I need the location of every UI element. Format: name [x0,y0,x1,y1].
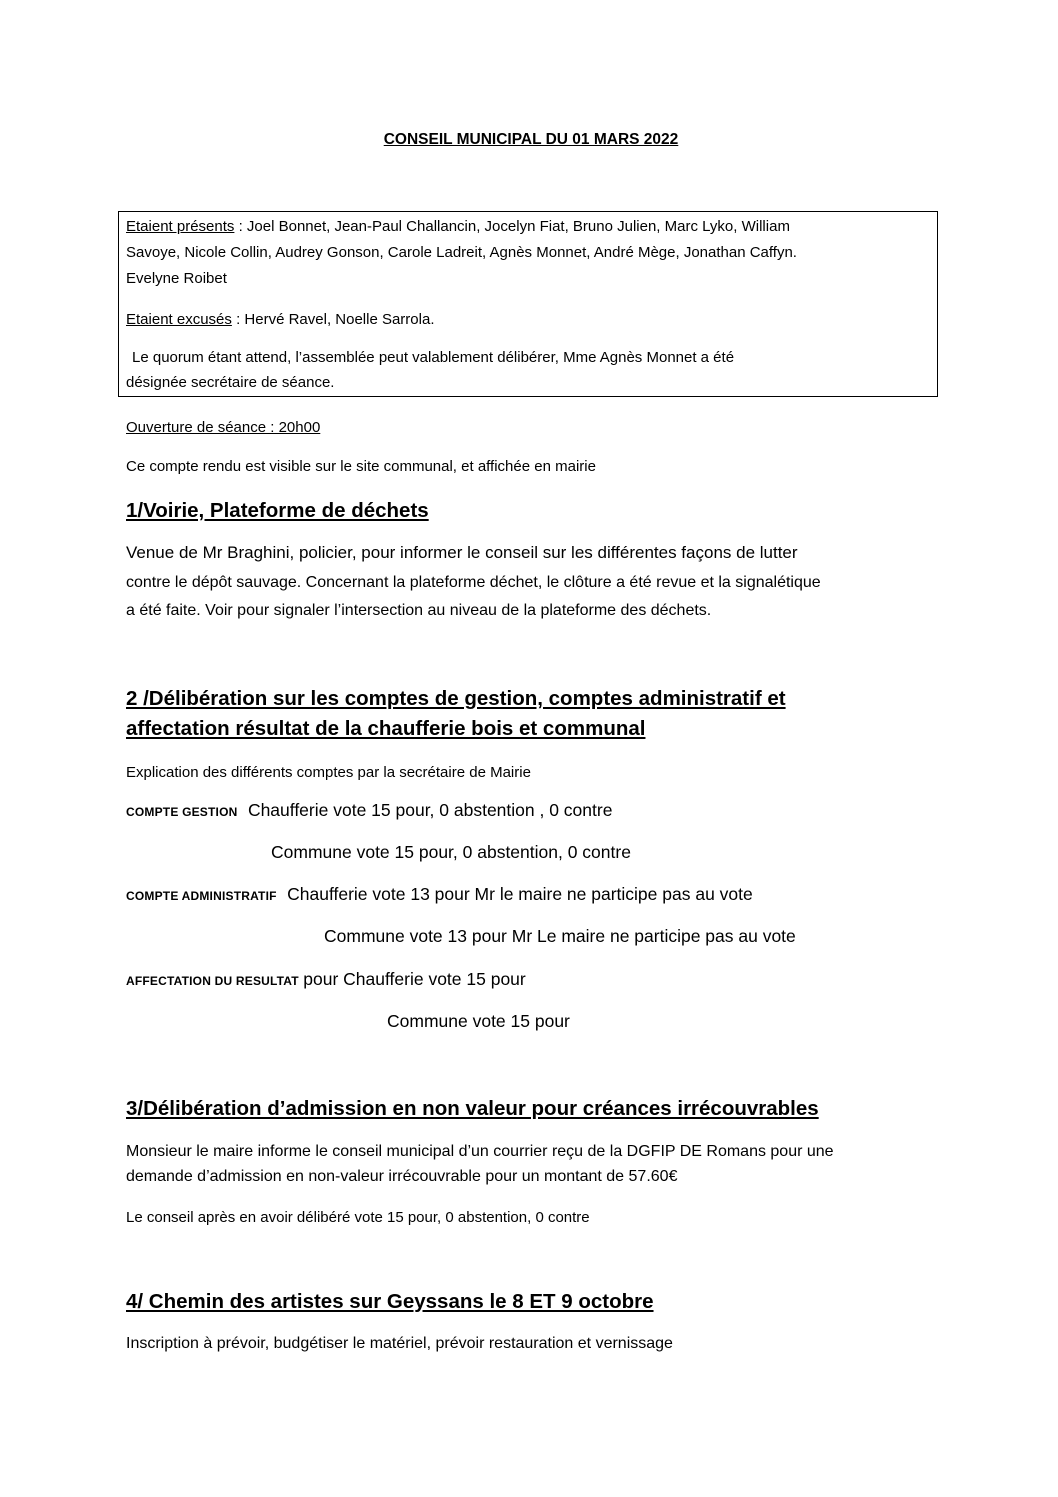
compte-admin-chaufferie: Chaufferie vote 13 pour Mr le maire ne participe pas au vote [287,884,753,904]
present-label: Etaient présents [126,218,235,235]
compte-gestion-commune: Commune vote 15 pour, 0 abstention, 0 contre [271,842,631,862]
visibility-note: Ce compte rendu est visible sur le site communal, et affichée en mairie [126,458,596,475]
excused-names: : Hervé Ravel, Noelle Sarrola. [231,311,435,328]
compte-gestion-label: COMPTE GESTION [126,805,238,819]
present-line-2: Savoye, Nicole Collin, Audrey Gonson, Carole Ladreit, Agnès Monnet, André Mège, Jonathan Caffyn. [126,244,797,261]
quorum-line-1: Le quorum étant attend, l’assemblée peut valablement délibérer, Mme Agnès Monnet a été [132,349,735,366]
affectation-chaufferie: pour Chaufferie vote 15 pour [303,969,526,989]
section4-line-1: Inscription à prévoir, budgétiser le matériel, prévoir restauration et vernissage [126,1335,673,1352]
compte-gestion-chaufferie: Chaufferie vote 15 pour, 0 abstention , 0 contre [247,800,613,820]
section2-heading-line-2: affectation résultat de la chaufferie bois et communal [126,717,646,740]
present-names: : Joel Bonnet, Jean-Paul Challancin, Jocelyn Fiat, Bruno Julien, Marc Lyko, William [234,218,790,235]
section2-heading-line-1: 2 /Délibération sur les comptes de gestion, comptes administratif et [126,687,786,710]
opening-time: Ouverture de séance : 20h00 [126,419,321,436]
affectation-row [126,969,526,990]
present-line-1 [126,214,790,240]
section4-heading: 4/ Chemin des artistes sur Geyssans le 8 ET 9 octobre [126,1290,654,1313]
section1-line-1: Venue de Mr Braghini, policier, pour informer le conseil sur les différentes façons de lutter [126,543,798,562]
section3-line-1: Monsieur le maire informe le conseil municipal d’un courrier reçu de la DGFIP DE Romans pour une [126,1143,834,1160]
section3-line-2: demande d’admission en non-valeur irrécouvrable pour un montant de 57.60€ [126,1168,678,1185]
section1-line-2: contre le dépôt sauvage. Concernant la plateforme déchet, le clôture a été revue et la signalétique [126,574,821,591]
excused-label: Etaient excusés [126,311,232,328]
compte-admin-label: COMPTE ADMINISTRATIF [126,889,277,903]
section3-heading: 3/Délibération d’admission en non valeur pour créances irrécouvrables [126,1097,819,1120]
affectation-commune: Commune vote 15 pour [387,1011,570,1031]
compte-admin-commune: Commune vote 13 pour Mr Le maire ne participe pas au vote [324,926,796,946]
quorum-line-2: désignée secrétaire de séance. [126,374,335,391]
page-title: CONSEIL MUNICIPAL DU 01 MARS 2022 [383,131,679,148]
section3-vote: Le conseil après en avoir délibéré vote 15 pour, 0 abstention, 0 contre [126,1209,590,1226]
excused-line [126,307,435,333]
affectation-label: AFFECTATION DU RESULTAT [126,974,299,988]
present-line-3: Evelyne Roibet [126,270,227,287]
compte-gestion-row [126,800,612,821]
section2-intro: Explication des différents comptes par la secrétaire de Mairie [126,764,531,781]
section1-line-3: a été faite. Voir pour signaler l’intersection au niveau de la plateforme des déchets. [126,602,712,619]
section1-heading: 1/Voirie, Plateforme de déchets [126,499,429,522]
compte-admin-row [126,884,753,905]
